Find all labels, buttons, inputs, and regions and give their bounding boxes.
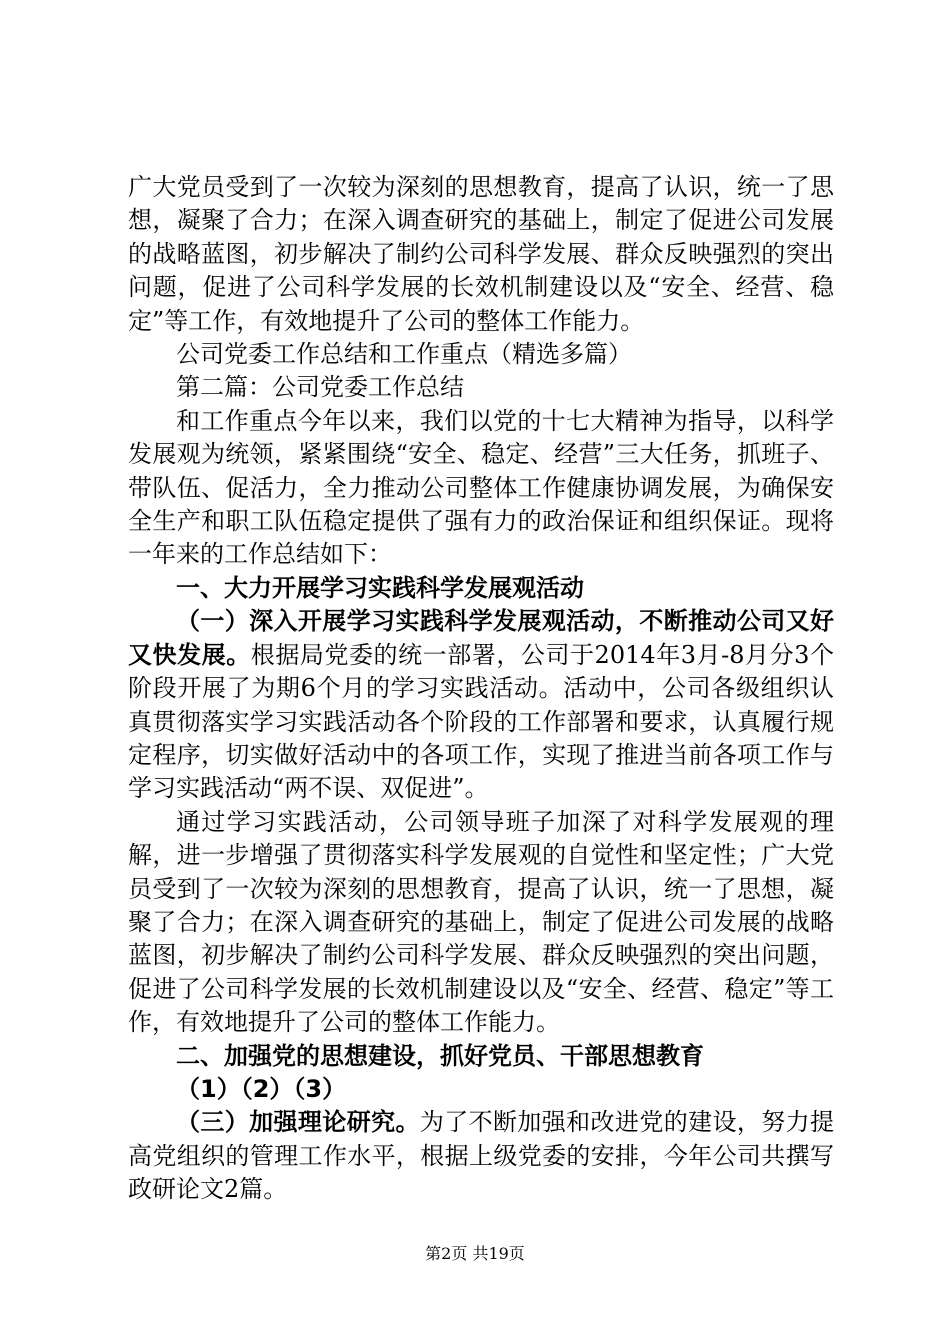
item-three-lead: （三）加强理论研究。 xyxy=(176,1108,420,1137)
document-title: 公司党委工作总结和工作重点（精选多篇） xyxy=(176,340,632,369)
item-one-body: 根据局党委的统一部署，公司于2014年3月-8月分3个阶段开展了为期6个月的学习实践活动。活动中，公司各级组织认真贯彻落实学习实践活动各个阶段的工作部署和要求，认真履行规定程序，切实做好活动中的各项工作，实现了推进当前各项工作与学习实践活动“两不误、双促进”。 xyxy=(128,640,834,803)
heading-two: 二、加强党的思想建设，抓好党员、干部思想教育 xyxy=(176,1041,704,1070)
heading-two-subitems: （1）（2）（3） xyxy=(176,1074,347,1103)
document-body xyxy=(128,171,834,1207)
heading-one: 一、大力开展学习实践科学发展观活动 xyxy=(176,573,584,602)
item-one-lead: （一）深入开展学习实践科学发展观活动，不断推动公司又好又快发展。 xyxy=(128,607,834,669)
paragraph-results: 通过学习实践活动，公司领导班子加深了对科学发展观的理解，进一步增强了贯彻落实科学发展观的自觉性和坚定性；广大党员受到了一次较为深刻的思想教育，提高了认识，统一了思想，凝聚了合力；在深入调查研究的基础上，制定了促进公司发展的战略蓝图，初步解决了制约公司科学发展、群众反映强烈的突出问题，促进了公司科学发展的长效机制建设以及“安全、经营、稳定”等工作，有效地提升了公司的整体工作能力。 xyxy=(128,807,834,1037)
paragraph-item-three xyxy=(128,1106,834,1206)
intro-paragraph: 和工作重点今年以来，我们以党的十七大精神为指导，以科学发展观为统领，紧紧围绕“安全、稳定、经营”三大任务，抓班子、带队伍、促活力，全力推动公司整体工作健康协调发展，为确保安全生产和职工队伍稳定提供了强有力的政治保证和组织保证。现将一年来的工作总结如下： xyxy=(128,406,834,569)
page-footer: 第2页 共19页 xyxy=(425,1244,525,1263)
paragraph-item-one xyxy=(128,605,834,805)
section-title: 第二篇：公司党委工作总结 xyxy=(176,373,464,402)
item-three-body: 为了不断加强和改进党的建设，努力提高党组织的管理工作水平，根据上级党委的安排，今年公司共撰写政研论文2篇。 xyxy=(128,1108,835,1204)
paragraph-continued: 广大党员受到了一次较为深刻的思想教育，提高了认识，统一了思想，凝聚了合力；在深入调查研究的基础上，制定了促进公司发展的战略蓝图，初步解决了制约公司科学发展、群众反映强烈的突出问题，促进了公司科学发展的长效机制建设以及“安全、经营、稳定”等工作，有效地提升了公司的整体工作能力。 xyxy=(128,173,834,335)
